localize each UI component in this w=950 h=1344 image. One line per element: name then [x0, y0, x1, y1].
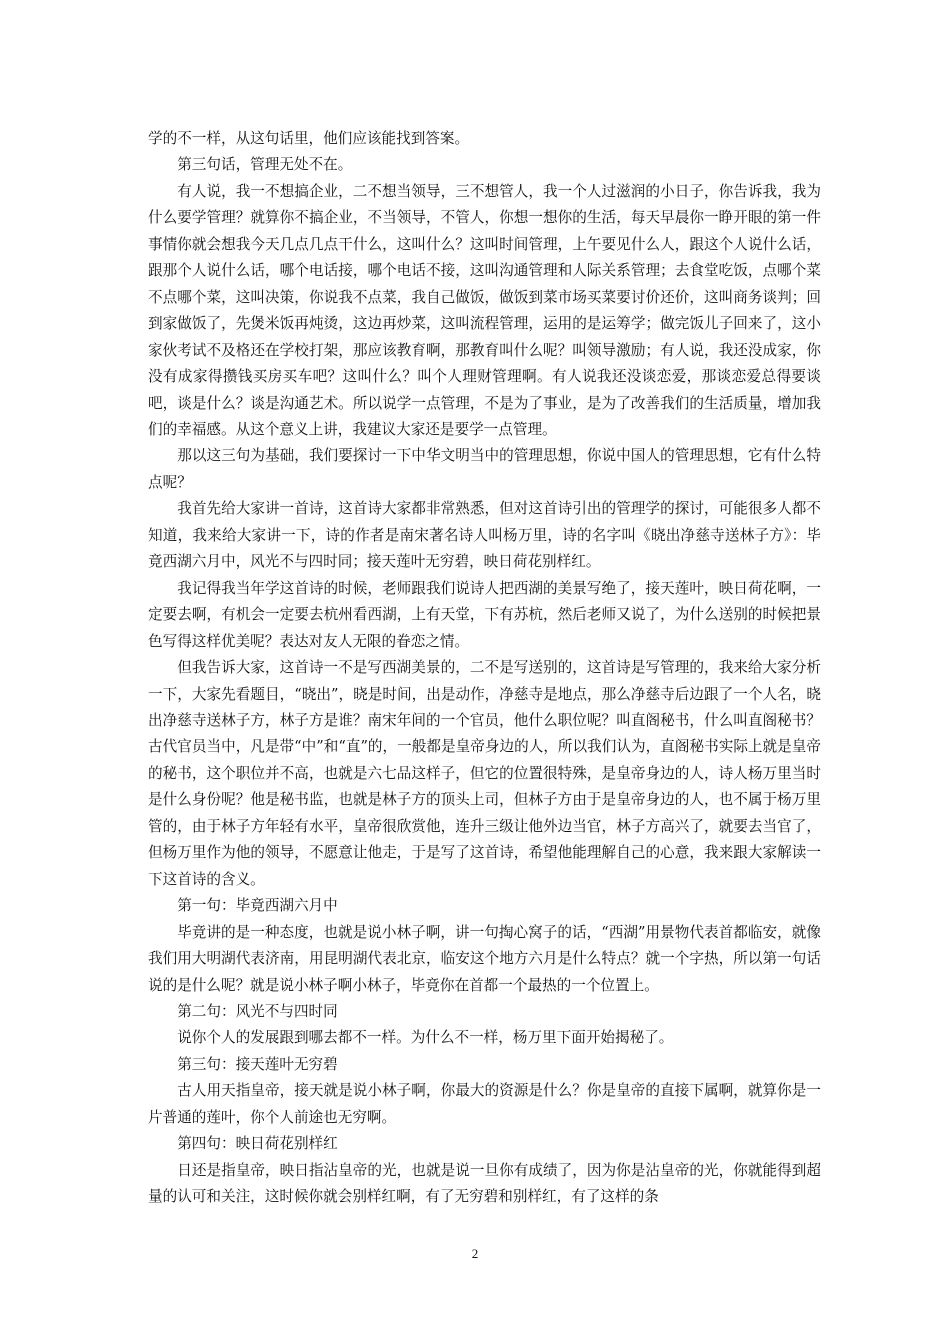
- document-body: [148, 126, 821, 1211]
- paragraph: 日还是指皇帝，映日指沾皇帝的光，也就是说一旦你有成绩了，因为你是沾皇帝的光，你就能得到超量的认可和关注，这时候你就会别样红啊，有了无穷碧和别样红，有了这样的条: [148, 1161, 821, 1206]
- page-number: 2: [471, 1246, 479, 1261]
- paragraph: 我记得我当年学这首诗的时候，老师跟我们说诗人把西湖的美景写绝了，接天莲叶，映日荷花啊，一定要去啊，有机会一定要去杭州看西湖，上有天堂，下有苏杭，然后老师又说了，为什么送别的时候把景色写得这样优美呢？表达对友人无限的眷恋之情。: [148, 579, 821, 650]
- poem-line-heading: 第二句：风光不与四时同: [177, 1002, 338, 1020]
- poem-line-heading: 第一句：毕竟西湖六月中: [177, 897, 338, 915]
- paragraph: 但我告诉大家，这首诗一不是写西湖美景的，二不是写送别的，这首诗是写管理的，我来给大家分析一下，大家先看题目，“晓出”，晓是时间，出是动作，净慈寺是地点，那么净慈寺后边跟了一个人名，晓出净慈寺送林子方，林子方是谁？南宋年间的一个官员，他什么职位呢？叫直阁秘书，什么叫直阁秘书？古代官员当中，凡是带“中”和“直”的，一般都是皇帝身边的人，所以我们认为，直阁秘书实际上就是皇帝的秘书，这个职位并不高，也就是六七品这样子，但它的位置很特殊，是皇帝身边的人，诗人杨万里当时是什么身份呢？他是秘书监，也就是林子方的顶头上司，但林子方由于是皇帝身边的人，也不属于杨万里管的，由于林子方年轻有水平，皇帝很欣赏他，连升三级让他外边当官，林子方高兴了，就要去当官了，但杨万里作为他的领导，不愿意让他走，于是写了这首诗，希望他能理解自己的心意，我来跟大家解读一下这首诗的含义。: [148, 659, 821, 888]
- poem-line-heading: 第三句：接天莲叶无穷碧: [177, 1055, 338, 1073]
- paragraph: 古人用天指皇帝，接天就是说小林子啊，你最大的资源是什么？你是皇帝的直接下属啊，就算你是一片普通的莲叶，你个人前途也无穷啊。: [148, 1082, 821, 1126]
- paragraph: 说你个人的发展跟到哪去都不一样。为什么不一样，杨万里下面开始揭秘了。: [177, 1029, 674, 1047]
- paragraph: 学的不一样，从这句话里，他们应该能找到答案。: [148, 130, 470, 147]
- poem-line-heading: 第四句：映日荷花别样红: [177, 1135, 338, 1153]
- paragraph-heading: 第三句话，管理无处不在。: [177, 156, 353, 174]
- paragraph: 毕竟讲的是一种态度，也就是说小林子啊，讲一句掏心窝子的话，“西湖”用景物代表首都临安，就像我们用大明湖代表济南，用昆明湖代表北京，临安这个地方六月是什么特点？就一个字热，所以第一句话说的是什么呢？就是说小林子啊小林子，毕竟你在首都一个最热的一个位置上。: [148, 923, 821, 994]
- paragraph: 有人说，我一不想搞企业，二不想当领导，三不想管人，我一个人过滋润的小日子，你告诉我，我为什么要学管理？就算你不搞企业，不当领导，不管人，你想一想你的生活，每天早晨你一睁开眼的第一件事情你就会想我今天几点几点干什么，这叫什么？这叫时间管理，上午要见什么人，跟这个人说什么话，跟那个人说什么话，哪个电话接，哪个电话不接，这叫沟通管理和人际关系管理；去食堂吃饭，点哪个菜不点哪个菜，这叫决策，你说我不点菜，我自己做饭，做饭到菜市场买菜要讨价还价，这叫商务谈判；回到家做饭了，先煲米饭再炖烫，这边再炒菜，这叫流程管理，运用的是运筹学；做完饭儿子回来了，这小家伙考试不及格还在学校打架，那应该教育啊，那教育叫什么呢？叫领导激励；有人说，我还没成家，你没有成家得攒钱买房买车吧？这叫什么？叫个人理财管理啊。有人说我还没谈恋爱，那谈恋爱总得要谈吧，谈是什么？谈是沟通艺术。所以说学一点管理，不是为了事业，是为了改善我们的生活质量，增加我们的幸福感。从这个意义上讲，我建议大家还是要学一点管理。: [148, 182, 821, 438]
- paragraph: 那以这三句为基础，我们要探讨一下中华文明当中的管理思想，你说中国人的管理思想，它有什么特点呢？: [148, 447, 821, 491]
- paragraph: 我首先给大家讲一首诗，这首诗大家都非常熟悉，但对这首诗引出的管理学的探讨，可能很多人都不知道，我来给大家讲一下，诗的作者是南宋著名诗人叫杨万里，诗的名字叫《晓出净慈寺送林子方》：毕竟西湖六月中，风光不与四时同；接天莲叶无穷碧，映日荷花别样红。: [148, 500, 821, 571]
